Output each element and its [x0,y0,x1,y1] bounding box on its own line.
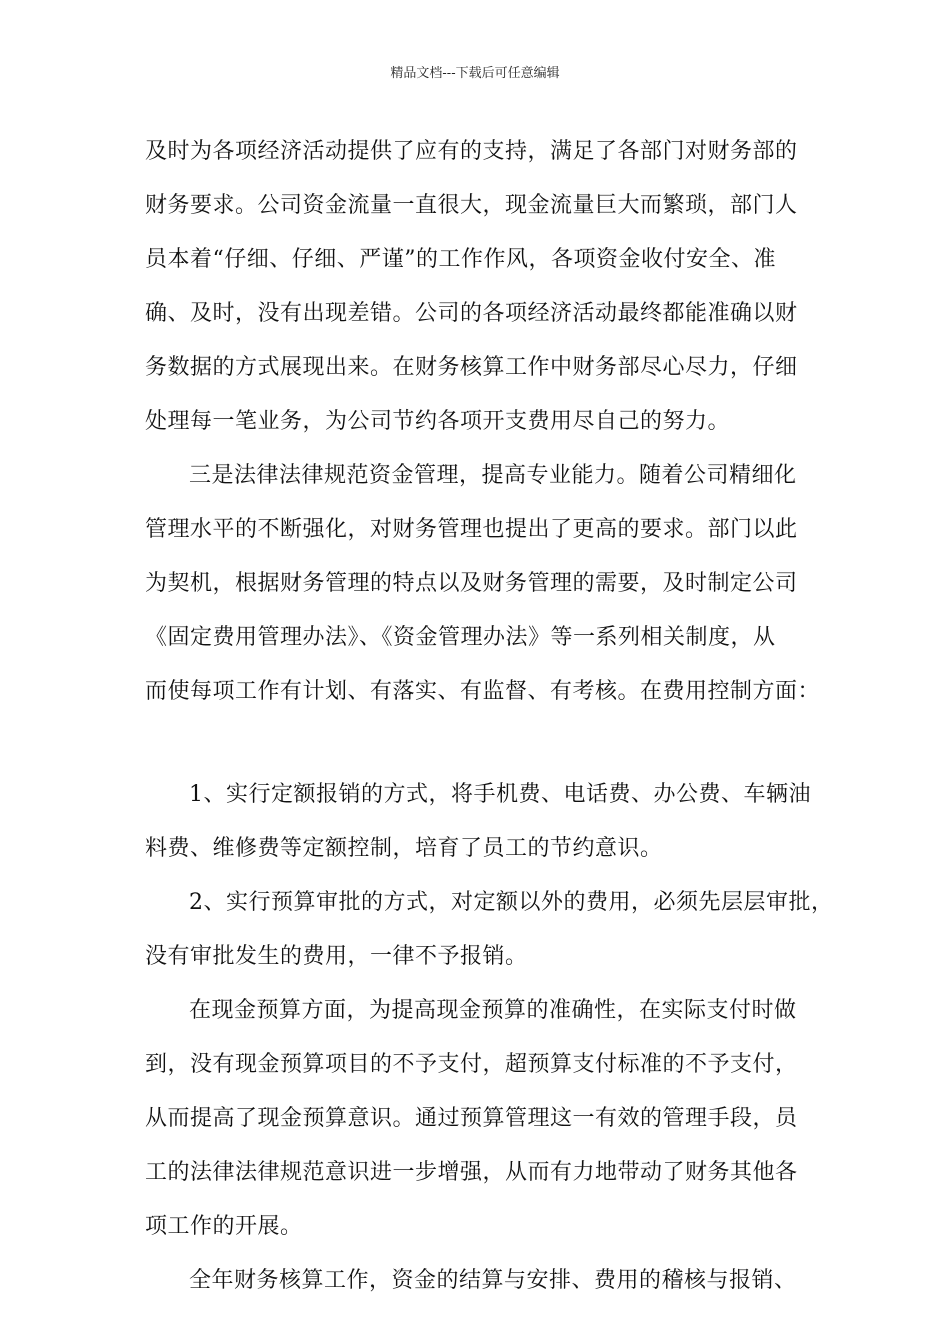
paragraph-line: 员本着“仔细、仔细、严谨”的工作作风，各项资金收付安全、准 [145,247,776,272]
paragraph-line: 而使每项工作有计划、有落实、有监督、有考核。在费用控制方面： [145,679,821,704]
paragraph-line: 三是法律法律规范资金管理，提高专业能力。随着公司精细化 [189,463,797,488]
paragraph-line: 工的法律法律规范意识进一步增强，从而有力地带动了财务其他各 [145,1160,798,1185]
paragraph-line: 财务要求。公司资金流量一直很大，现金流量巨大而繁琐，部门人 [145,193,798,218]
paragraph-line: 项工作的开展。 [145,1214,303,1239]
paragraph-line: 在现金预算方面，为提高现金预算的准确性，在实际支付时做 [189,998,797,1023]
list-item-line: 料费、维修费等定额控制，培育了员工的节约意识。 [145,836,663,861]
paragraph-line: 《固定费用管理办法》、《资金管理办法》等一系列相关制度，从 [145,625,776,650]
list-item-line: 1、实行定额报销的方式，将手机费、电话费、办公费、车辆油 [189,782,811,807]
document-body [145,130,834,1313]
list-item-line: 2、实行预算审批的方式，对定额以外的费用，必须先层层审批， [189,890,834,915]
paragraph-line: 全年财务核算工作，资金的结算与安排、费用的稽核与报销、 [189,1268,797,1293]
list-item-line: 没有审批发生的费用，一律不予报销。 [145,944,528,969]
paragraph-line: 为契机，根据财务管理的特点以及财务管理的需要，及时制定公司 [145,571,798,596]
paragraph-line: 从而提高了现金预算意识。通过预算管理这一有效的管理手段，员 [145,1106,798,1131]
paragraph-line: 处理每一笔业务，为公司节约各项开支费用尽自己的努力。 [145,409,731,434]
paragraph-line: 管理水平的不断强化，对财务管理也提出了更高的要求。部门以此 [145,517,798,542]
paragraph-line: 到，没有现金预算项目的不予支付，超预算支付标准的不予支付， [145,1052,798,1077]
paragraph-line: 确、及时，没有出现差错。公司的各项经济活动最终都能准确以财 [145,301,798,326]
paragraph-line: 务数据的方式展现出来。在财务核算工作中财务部尽心尽力，仔细 [145,355,798,380]
paragraph-line: 及时为各项经济活动提供了应有的支持，满足了各部门对财务部的 [145,139,798,164]
page-header: 精品文档---下载后可任意编辑 [390,66,560,81]
blank-space [145,724,810,773]
